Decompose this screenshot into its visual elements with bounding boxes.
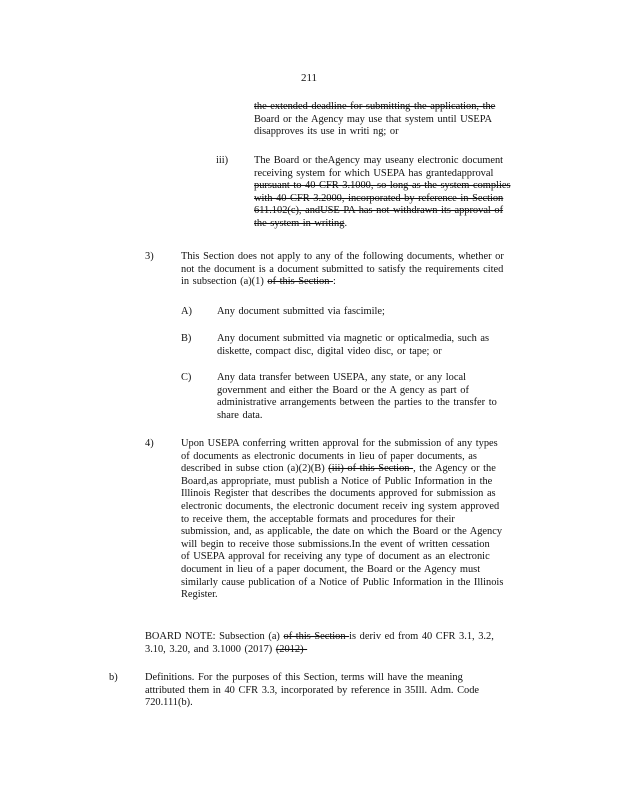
page-number: 211 <box>300 72 318 84</box>
text-segment: The Board or theAgency may useany electronic document <box>254 155 504 166</box>
text-segment: submission, and, as applicable, the date on which the Board or the Agency <box>181 526 503 538</box>
text-line <box>254 218 554 231</box>
text-segment: receiving system for which USEPA has grantedapproval <box>254 167 494 179</box>
text-line <box>217 397 537 410</box>
text-line <box>181 551 546 564</box>
text-segment: . <box>344 217 348 229</box>
text-line <box>217 346 537 359</box>
item-b-label: b) <box>109 672 118 683</box>
item-iii-text <box>254 155 554 231</box>
text-line <box>181 514 546 527</box>
text-segment: will begin to receive those submissions.In the event of written cessation <box>181 538 490 550</box>
text-line <box>181 577 546 590</box>
text-segment: of documents as electronic documents in lieu of paper documents, as <box>181 450 477 462</box>
text-line <box>217 372 537 385</box>
text-line <box>181 264 546 277</box>
struck-text: (iii) of this Section <box>328 463 414 475</box>
text-line <box>254 205 554 218</box>
struck-text: pursuant to 40 CFR 3.1000, so long as the system complies <box>254 180 511 192</box>
text-segment: Board or the Agency may use that system until USEPA <box>254 113 493 125</box>
text-segment: This Section does not apply to any of the following documents, whether or <box>181 251 504 262</box>
text-segment: attributed them in 40 CFR 3.3, incorporated by reference in 35Ill. Adm. Code <box>145 684 480 696</box>
text-line <box>181 438 546 451</box>
text-line <box>254 193 554 206</box>
board-note <box>145 631 545 656</box>
text-segment: , the Agency or the <box>413 463 496 475</box>
struck-text: of this Section <box>283 631 350 642</box>
item-C-text <box>217 372 537 422</box>
text-segment: : <box>333 276 336 288</box>
item-C-label: C) <box>181 372 192 383</box>
text-line <box>145 672 545 685</box>
item-B-label: B) <box>181 333 192 344</box>
item-4-label: 4) <box>145 438 154 449</box>
text-line <box>217 306 537 319</box>
struck-text: (2012) <box>275 643 308 655</box>
item-4-text <box>181 438 546 602</box>
text-segment: electronic documents, the electronic document receiv ing system approved <box>181 500 500 512</box>
text-segment: to receive them, the acceptable formats and procedures for their <box>181 513 455 525</box>
text-line <box>254 126 554 139</box>
text-line <box>254 155 554 168</box>
text-line <box>254 114 554 127</box>
text-segment: Definitions. For the purposes of this Section, terms will have the meaning <box>145 672 463 683</box>
text-line <box>254 101 554 114</box>
text-line <box>181 488 546 501</box>
text-segment: is deriv ed from 40 CFR 3.1, 3.2, <box>349 631 494 642</box>
text-line <box>145 697 545 710</box>
text-segment: Register. <box>181 589 218 601</box>
text-segment: Upon USEPA conferring written approval for the submission of any types <box>181 438 498 449</box>
text-line <box>254 168 554 181</box>
text-segment: BOARD NOTE: Subsection (a) <box>145 631 284 642</box>
struck-text: the system in writing <box>254 217 345 229</box>
struck-text: with 40 CFR 3.2000, incorporated by reference in Section <box>254 192 504 204</box>
text-segment: Any document submitted via magnetic or opticalmedia, such as <box>217 333 490 344</box>
text-segment: document in lieu of a paper document, the Board or the Agency must <box>181 563 481 575</box>
text-segment: 3.10, 3.20, and 3.1000 (2017) <box>145 643 276 655</box>
item-3-label: 3) <box>145 251 154 262</box>
top-continuation <box>254 101 554 139</box>
text-line <box>181 451 546 464</box>
item-B-text <box>217 333 537 358</box>
text-segment: of USEPA approval for receiving any type of document as an electronic <box>181 551 490 563</box>
text-line <box>254 180 554 193</box>
text-segment: similarly cause publication of a Notice of Public Information in the Illinois <box>181 576 504 588</box>
text-segment: in subsection (a)(1) <box>181 276 268 288</box>
text-segment: not the document is a document submitted to satisfy the requirements cited <box>181 263 504 275</box>
text-line <box>217 410 537 423</box>
text-segment: Any document submitted via fascimile; <box>217 306 385 317</box>
text-segment: 720.111(b). <box>145 697 193 709</box>
text-line <box>181 501 546 514</box>
text-line <box>181 476 546 489</box>
text-segment: Board,as appropriate, must publish a Notice of Public Information in the <box>181 475 493 487</box>
item-A-text <box>217 306 537 319</box>
text-line <box>181 564 546 577</box>
item-A-label: A) <box>181 306 192 317</box>
text-line <box>181 276 546 289</box>
struck-text: the extended deadline for submitting the application, the <box>254 101 496 112</box>
text-segment: described in subse ction (a)(2)(B) <box>181 463 329 475</box>
item-3-text <box>181 251 546 289</box>
text-segment: Illinois Register that describes the documents approved for submission as <box>181 488 496 500</box>
text-line <box>181 589 546 602</box>
text-segment: share data. <box>217 409 263 421</box>
text-segment: administrative arrangements between the parties to the transfer to <box>217 397 497 409</box>
text-segment: diskette, compact disc, digital video disc, or tape; or <box>217 345 442 357</box>
text-line <box>181 539 546 552</box>
text-line <box>181 463 546 476</box>
item-b-text <box>145 672 545 710</box>
text-segment: disapproves its use in writi ng; or <box>254 126 399 138</box>
text-line <box>217 333 537 346</box>
text-line <box>217 385 537 398</box>
text-line <box>145 644 545 657</box>
struck-text: 611.102(c), andUSE PA has not withdrawn its approval of <box>254 205 504 217</box>
item-iii-label: iii) <box>216 155 229 166</box>
text-segment: Any data transfer between USEPA, any state, or any local <box>217 372 466 383</box>
text-segment: government and either the Board or the A gency as part of <box>217 384 469 396</box>
text-line <box>145 631 545 644</box>
struck-text: of this Section <box>267 276 334 288</box>
text-line <box>181 251 546 264</box>
text-line <box>181 526 546 539</box>
text-line <box>145 685 545 698</box>
